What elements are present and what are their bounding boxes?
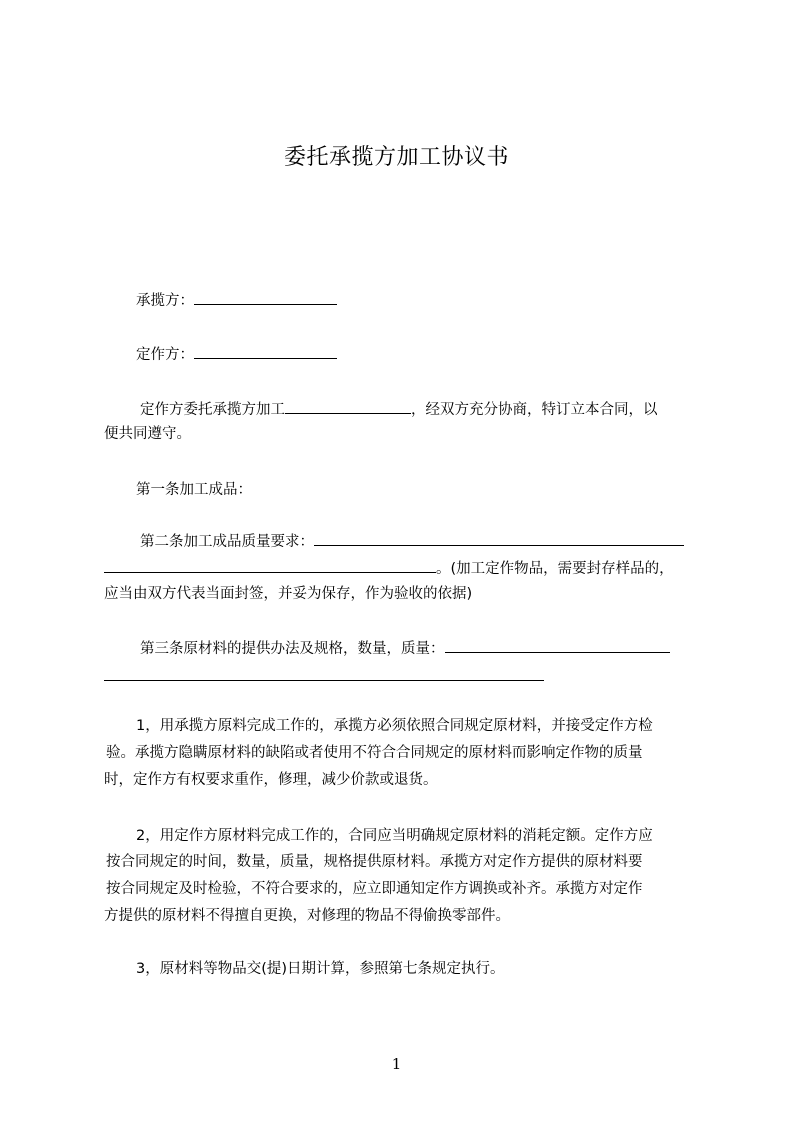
item-2-line-1: 2，用定作方原材料完成工作的，合同应当明确规定原材料的消耗定额。定作方应	[136, 828, 653, 844]
intro-text-1: 定作方委托承揽方加工	[140, 402, 285, 418]
item-1-line-2: 验。承揽方隐瞒原材料的缺陷或者使用不符合合同规定的原材料而影响定作物的质量	[106, 745, 643, 761]
item-2-line-2: 按合同规定的时间，数量，质量，规格提供原材料。承揽方对定作方提供的原材料要	[106, 854, 643, 870]
article-1: 第一条加工成品：	[136, 482, 252, 498]
quality-requirements-blank[interactable]	[314, 531, 684, 546]
item-3: 3，原材料等物品交(提)日期计算，参照第七条规定执行。	[136, 961, 505, 977]
item-2-line-3: 按合同规定及时检验，不符合要求的，应立即通知定作方调换或补齐。承揽方对定作	[106, 881, 643, 897]
intro-text-2: ，经双方充分协商，特订立本合同，以	[411, 402, 658, 418]
item-1-line-1: 1，用承揽方原料完成工作的，承揽方必须依照合同规定原材料，并接受定作方检	[136, 718, 653, 734]
article-2-line-1	[140, 531, 684, 552]
article-2-cont-1: 。(加工定作物品，需要封存样品的，	[436, 561, 674, 577]
article-2-line-3: 应当由双方代表当面封签，并妥为保存，作为验收的依据)	[104, 586, 473, 602]
item-2-line-4: 方提供的原材料不得擅自更换，对修理的物品不得偷换零部件。	[104, 908, 510, 924]
processed-item-blank[interactable]	[285, 399, 411, 414]
quality-requirements-blank-cont[interactable]	[104, 558, 436, 573]
contractor-blank[interactable]	[194, 290, 337, 305]
intro-line-2: 便共同遵守。	[104, 426, 191, 442]
orderer-label: 定作方：	[136, 347, 194, 363]
page-number: 1	[391, 1055, 402, 1073]
material-spec-blank[interactable]	[445, 638, 670, 653]
orderer-line	[136, 344, 337, 365]
article-2-line-2	[104, 558, 674, 579]
item-1-line-3: 时，定作方有权要求重作，修理，减少价款或退货。	[104, 772, 438, 788]
article-3-line-1	[140, 638, 670, 659]
material-spec-blank-cont[interactable]	[104, 680, 544, 681]
article-2-label: 第二条加工成品质量要求：	[140, 534, 314, 550]
article-3-label: 第三条原材料的提供办法及规格，数量，质量：	[140, 641, 445, 657]
contractor-label: 承揽方：	[136, 293, 194, 309]
contractor-line	[136, 290, 337, 311]
document-title: 委托承揽方加工协议书	[283, 145, 509, 170]
intro-line-1	[140, 399, 658, 420]
orderer-blank[interactable]	[194, 344, 337, 359]
